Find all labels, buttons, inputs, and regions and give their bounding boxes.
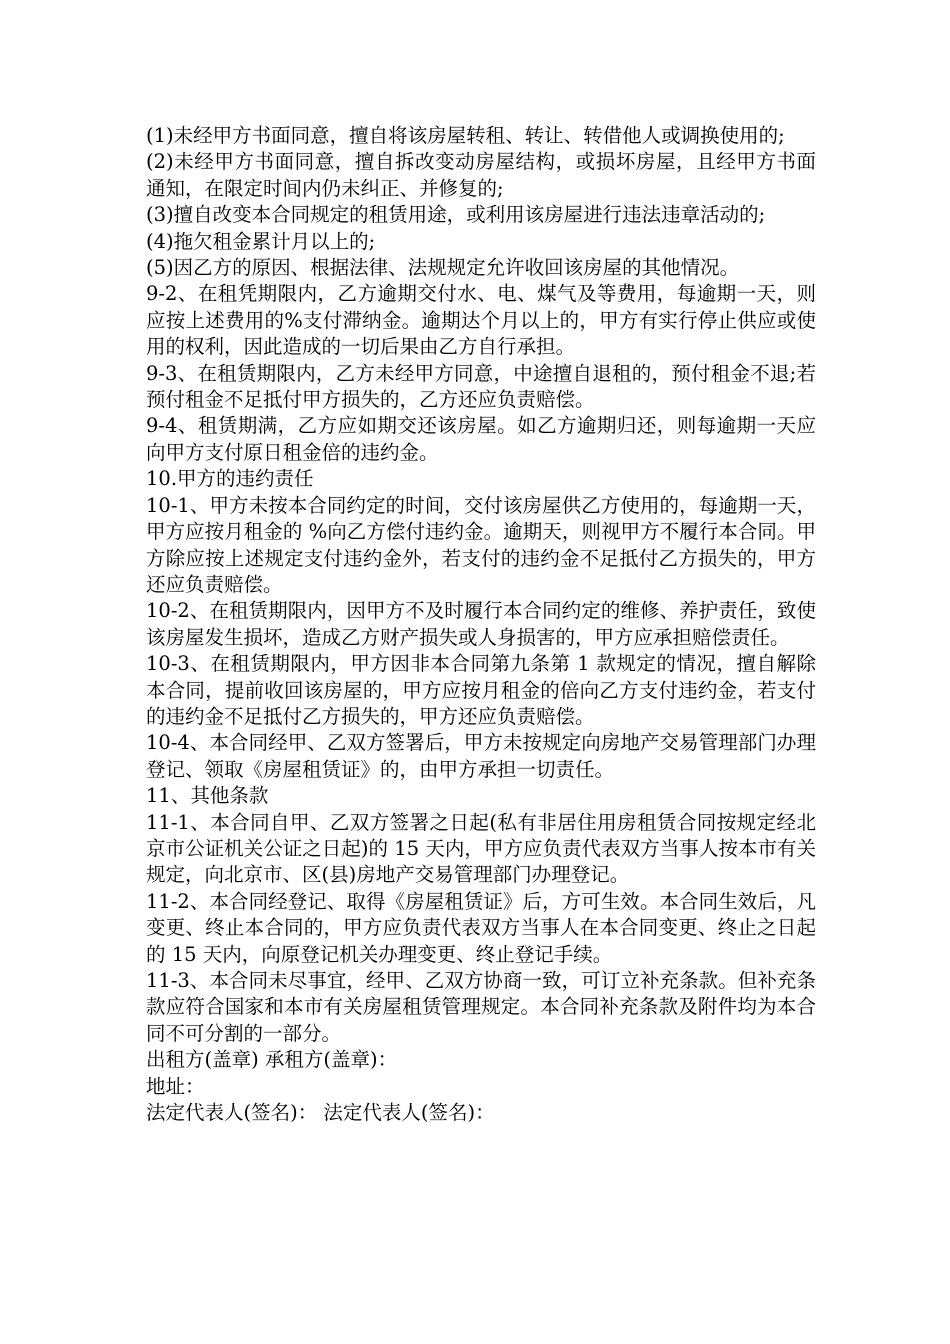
clause-10-2: 10-2、在租赁期限内，因甲方不及时履行本合同约定的维修、养护责任，致使该房屋发生损坏，造成乙方财产损失或人身损害的，甲方应承担赔偿责任。 <box>146 599 816 649</box>
clause-10-1: 10-1、甲方未按本合同约定的时间，交付该房屋供乙方使用的，每逾期一天，甲方应按月租金的 %向乙方偿付违约金。逾期天，则视甲方不履行本合同。甲方除应按上述规定支付违约金外，若支付的违约金不足抵付乙方损失的，甲方还应负责赔偿。 <box>146 493 816 596</box>
legal-representative-line: 法定代表人(签名)： 法定代表人(签名)： <box>146 1101 495 1125</box>
clause-item-3: (3)擅自改变本合同规定的租赁用途，或利用该房屋进行违法违章活动的; <box>146 203 766 227</box>
clause-11-1: 11-1、本合同自甲、乙双方签署之日起(私有非居住用房租赁合同按规定经北京市公证机关公证之日起)的 15 天内，甲方应负责代表双方当事人按本市有关规定，向北京市、区(县)房地产交易管理部门办理登记。 <box>146 810 816 887</box>
clause-10-4: 10-4、本合同经甲、乙双方签署后，甲方未按规定向房地产交易管理部门办理登记、领取《房屋租赁证》的，由甲方承担一切责任。 <box>146 731 816 781</box>
clause-item-5: (5)因乙方的原因、根据法律、法规规定允许收回该房屋的其他情况。 <box>146 256 740 280</box>
document-page <box>146 123 816 1126</box>
clause-item-1: (1)未经甲方书面同意，擅自将该房屋转租、转让、转借他人或调换使用的; <box>146 124 785 147</box>
clause-item-2: (2)未经甲方书面同意，擅自拆改变动房屋结构，或损坏房屋，且经甲方书面通知，在限定时间内仍未纠正、并修复的; <box>146 150 816 200</box>
address-line: 地址： <box>146 1074 205 1098</box>
signature-parties: 出租方(盖章) 承租方(盖章)： <box>146 1048 398 1072</box>
clause-11-2: 11-2、本合同经登记、取得《房屋租赁证》后，方可生效。本合同生效后，凡变更、终止本合同的，甲方应负责代表双方当事人在本合同变更、终止之日起的 15 天内，向原登记机关办理变更、终止登记手续。 <box>146 889 816 966</box>
section-heading-11: 11、其他条款 <box>146 784 269 808</box>
clause-10-3: 10-3、在租赁期限内，甲方因非本合同第九条第 1 款规定的情况，擅自解除本合同，提前收回该房屋的，甲方应按月租金的倍向乙方支付违约金，若支付的违约金不足抵付乙方损失的，甲方还应负责赔偿。 <box>146 652 816 728</box>
clause-11-3: 11-3、本合同未尽事宜，经甲、乙双方协商一致，可订立补充条款。但补充条款应符合国家和本市有关房屋租赁管理规定。本合同补充条款及附件均为本合同不可分割的一部分。 <box>146 969 816 1045</box>
clause-9-3: 9-3、在租赁期限内，乙方未经甲方同意，中途擅自退租的，预付租金不退;若预付租金不足抵付甲方损失的，乙方还应负责赔偿。 <box>146 361 816 412</box>
clause-9-2: 9-2、在租凭期限内，乙方逾期交付水、电、煤气及等费用，每逾期一天，则应按上述费用的%支付滞纳金。逾期达个月以上的，甲方有实行停止供应或使用的权利，因此造成的一切后果由乙方自行承担。 <box>146 282 816 359</box>
clause-9-4: 9-4、租赁期满，乙方应如期交还该房屋。如乙方逾期归还，则每逾期一天应向甲方支付原日租金倍的违约金。 <box>146 414 816 464</box>
section-heading-10: 10.甲方的违约责任 <box>146 467 314 491</box>
clause-item-4: (4)拖欠租金累计月以上的; <box>146 229 376 253</box>
